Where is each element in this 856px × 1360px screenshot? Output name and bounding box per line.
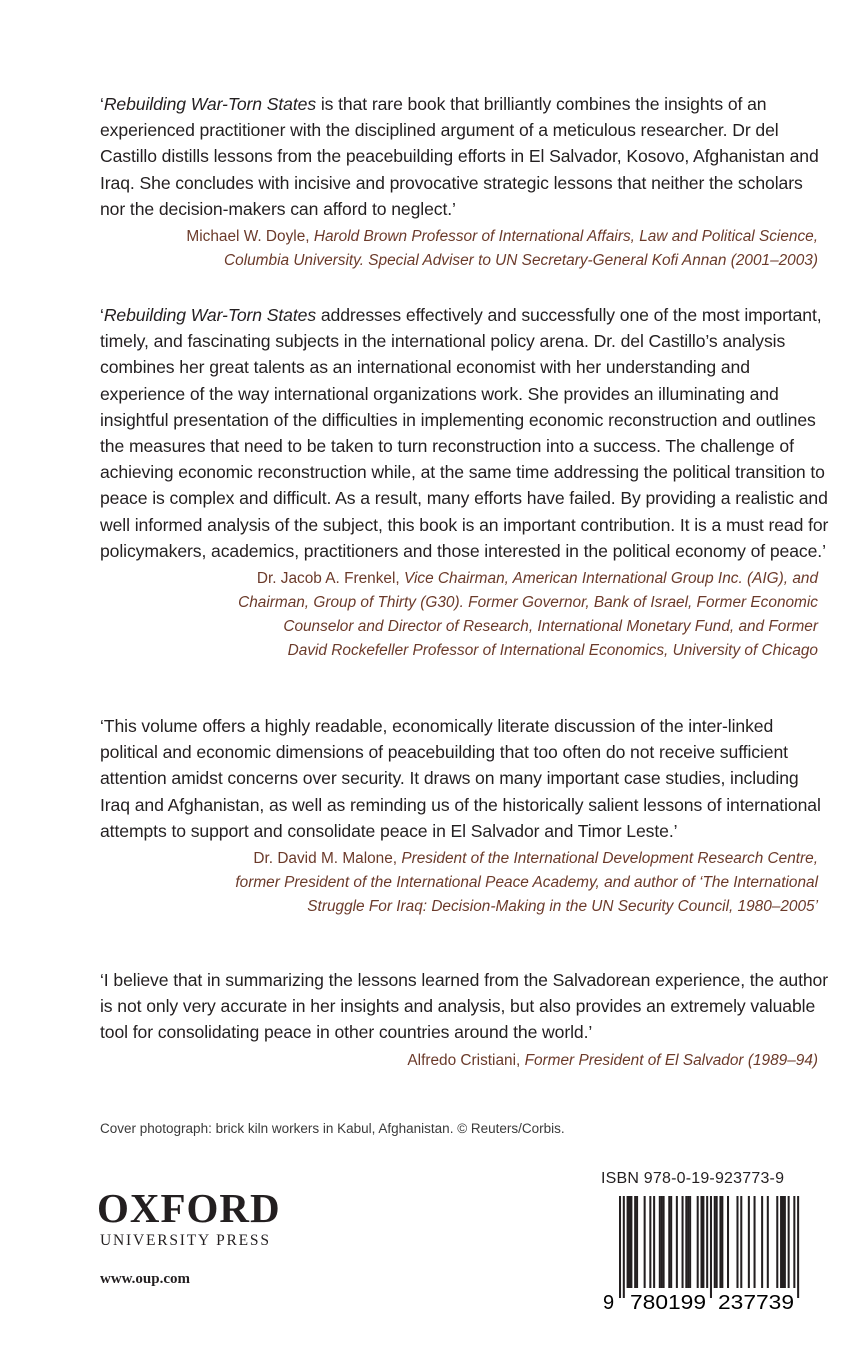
barcode-bar <box>797 1196 799 1298</box>
barcode-bar <box>793 1196 795 1298</box>
barcode-bar <box>788 1196 790 1288</box>
barcode-bar <box>767 1196 769 1288</box>
barcode-bar <box>761 1196 763 1288</box>
endorser-role: former President of the International Peace Academy, and author of ‘The International <box>235 874 818 892</box>
endorser-role: Vice Chairman, American International Group Inc. (AIG), and <box>403 570 818 588</box>
barcode-bar <box>716 1196 718 1288</box>
endorser-name: Dr. David M. Malone, <box>253 850 402 868</box>
endorser-role: Harold Brown Professor of International Affairs, Law and Political Science, <box>313 228 818 246</box>
barcode-bar <box>661 1196 663 1288</box>
barcode-bar <box>623 1196 625 1298</box>
cover-photo-credit: Cover photograph: brick kiln workers in Kabul, Afghanistan. © Reuters/Corbis. <box>100 1121 565 1136</box>
barcode-bar <box>670 1196 672 1288</box>
barcode-bar <box>748 1196 750 1288</box>
barcode-bar <box>721 1196 723 1288</box>
publisher-logo <box>97 1186 281 1250</box>
barcode-bar <box>736 1196 738 1288</box>
barcode-bar <box>700 1196 702 1288</box>
endorser-role: Columbia University. Special Adviser to UN Secretary-General Kofi Annan (2001–2003) <box>224 252 818 270</box>
quote-text: ‘This volume offers a highly readable, economically literate discussion of the inter-linked political and economic dimensions of peacebuilding that too often do not receive sufficient attention amidst concerns over security. It draws on many important case studies, including Iraq and Afghanistan, as well as reminding us of the historically salient lessons of international attempts to support and consolidate peace in El Salvador and Timor Leste.’ <box>100 716 821 841</box>
barcode-bar <box>668 1196 670 1288</box>
barcode-bar <box>784 1196 786 1288</box>
book-title: Rebuilding War-Torn States <box>103 305 317 325</box>
endorser-role: Struggle For Iraq: Decision-Making in the UN Security Council, 1980–2005’ <box>307 898 818 916</box>
barcode-bar <box>687 1196 689 1288</box>
publisher-name: OXFORD <box>97 1185 281 1231</box>
barcode-bar <box>754 1196 756 1288</box>
barcode-bar <box>719 1196 721 1288</box>
barcode-digits-left: 780199 <box>630 1292 706 1312</box>
barcode-bar <box>706 1196 708 1298</box>
quote-text: ‘Rebuilding War-Torn States is that rare book that brilliantly combines the insights of an experienced practitioner with the disciplined argument of a meticulous researcher. Dr del Castillo distills lessons from the peacebuilding efforts in El Salvador, Kosovo, Afghanistan and Iraq. She concludes with incisive and provocative strategic lessons that neither the scholars nor the decision-makers can afford to neglect.’ <box>100 94 819 219</box>
barcode-bar <box>685 1196 687 1288</box>
quote-text: ‘Rebuilding War-Torn States addresses effectively and successfully one of the most important, timely, and fascinating subjects in the international policy arena. Dr. del Castillo’s analysis combines her great talents as an international economist with her understanding and experience of the way international organizations work. She provides an illuminating and insightful presentation of the difficulties in implementing economic reconstruction and outlines the measures that need to be taken to turn reconstruction into a success. The challenge of achieving economic reconstruction while, at the same time addressing the political transition to peace is complex and difficult. As a result, many efforts have failed. By providing a realistic and well informed analysis of the subject, this book is an important contribution. It is a must read for policymakers, academics, practitioners and those interested in the political economy of peace.’ <box>100 305 829 561</box>
quote-attribution <box>100 847 818 919</box>
barcode-digits-right: 237739 <box>718 1292 794 1312</box>
barcode-bar <box>702 1196 704 1288</box>
barcode-bar <box>630 1196 632 1288</box>
barcode-icon <box>597 1194 807 1312</box>
barcode-bar <box>740 1196 742 1288</box>
endorser-role: Counselor and Director of Research, International Monetary Fund, and Former <box>283 618 818 636</box>
quote-attribution <box>100 225 818 273</box>
barcode-bar <box>782 1196 784 1288</box>
barcode-bar <box>776 1196 778 1288</box>
endorser-role: David Rockefeller Professor of International Economics, University of Chicago <box>287 642 818 660</box>
endorsement-quote-1 <box>100 91 830 273</box>
barcode-bar <box>697 1196 699 1288</box>
barcode-bar <box>727 1196 729 1288</box>
barcode-bar <box>659 1196 661 1288</box>
quote-text: ‘I believe that in summarizing the lessons learned from the Salvadorean experience, the author is not only very accurate in her insights and analysis, but also provides an extremely valuable tool for consolidating peace in other countries around the world.’ <box>100 970 829 1043</box>
barcode-bar <box>689 1196 691 1288</box>
quote-attribution <box>100 567 818 663</box>
book-title: Rebuilding War-Torn States <box>103 94 317 114</box>
barcode-bar <box>644 1196 646 1288</box>
barcode-bar <box>628 1196 630 1288</box>
barcode-bar <box>780 1196 782 1288</box>
endorser-role: President of the International Development Research Centre, <box>401 850 818 868</box>
barcode-bar <box>619 1196 621 1298</box>
barcode-bar <box>714 1196 716 1288</box>
barcode-bar <box>710 1196 712 1298</box>
barcode-bar <box>682 1196 684 1288</box>
endorser-name: Michael W. Doyle, <box>186 228 314 246</box>
endorser-name: Dr. Jacob A. Frenkel, <box>256 570 404 588</box>
publisher-subtitle: UNIVERSITY PRESS <box>100 1232 271 1249</box>
endorser-role: Former President of El Salvador (1989–94) <box>524 1051 818 1069</box>
barcode-bar <box>676 1196 678 1288</box>
barcode-bar <box>634 1196 636 1288</box>
barcode-bar <box>653 1196 655 1288</box>
endorser-name: Alfredo Cristiani, <box>407 1051 525 1069</box>
barcode-bar <box>649 1196 651 1288</box>
isbn-block <box>597 1170 807 1312</box>
isbn-label: ISBN 978-0-19-923773-9 <box>601 1170 785 1187</box>
barcode-bar <box>663 1196 665 1288</box>
quote-attribution <box>100 1049 818 1073</box>
barcode-bar <box>627 1196 629 1288</box>
barcode-lead-digit: 9 <box>603 1292 615 1312</box>
barcode-bar <box>636 1196 638 1288</box>
endorsement-quote-2 <box>100 302 830 663</box>
endorsement-quote-3 <box>100 713 830 919</box>
endorsement-quote-4 <box>100 967 830 1073</box>
publisher-url[interactable]: www.oup.com <box>100 1271 191 1287</box>
endorser-role: Chairman, Group of Thirty (G30). Former Governor, Bank of Israel, Former Economic <box>238 594 818 612</box>
